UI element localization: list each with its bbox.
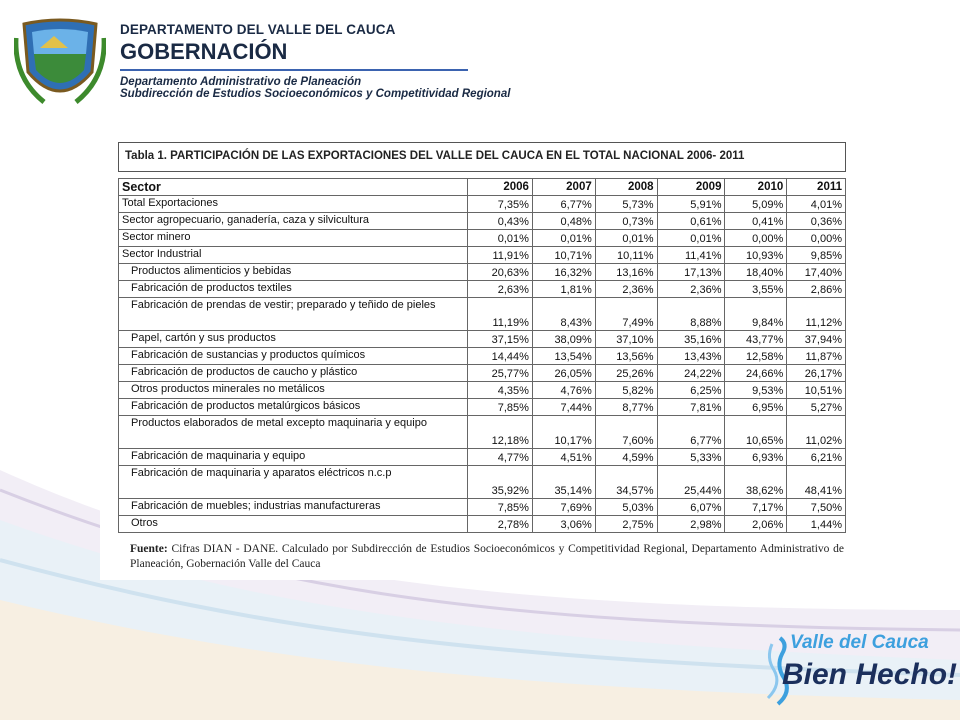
share-value-cell: 26,05% [532,365,595,382]
share-value-cell: 0,01% [532,230,595,247]
sector-label: Productos elaborados de metal excepto maquinaria y equipo [119,416,468,449]
sector-label: Fabricación de maquinaria y equipo [119,449,468,466]
share-value-cell: 0,61% [657,213,725,230]
table-row [119,230,846,247]
share-value-cell: 12,58% [725,348,787,365]
sector-label: Fabricación de prendas de vestir; preparado y teñido de pieles [119,298,468,331]
share-value-cell: 0,01% [657,230,725,247]
share-value-cell: 2,86% [787,281,846,298]
department-name: DEPARTAMENTO DEL VALLE DEL CAUCA [120,22,396,37]
table-row [119,382,846,399]
share-value-cell: 2,98% [657,516,725,533]
share-value-cell: 5,27% [787,399,846,416]
share-value-cell: 6,93% [725,449,787,466]
column-header-year: 2010 [725,179,787,196]
sector-label: Fabricación de maquinaria y aparatos eléctricos n.c.p [119,466,468,499]
share-value-cell: 9,84% [725,298,787,331]
sector-label: Fabricación de productos textiles [119,281,468,298]
share-value-cell: 0,41% [725,213,787,230]
share-value-cell: 6,07% [657,499,725,516]
share-value-cell: 35,16% [657,331,725,348]
share-value-cell: 7,85% [468,399,533,416]
share-value-cell: 0,00% [725,230,787,247]
column-header-year: 2006 [468,179,533,196]
table-row [119,516,846,533]
share-value-cell: 13,54% [532,348,595,365]
share-value-cell: 16,32% [532,264,595,281]
share-value-cell: 5,91% [657,196,725,213]
share-value-cell: 6,77% [532,196,595,213]
share-value-cell: 11,91% [468,247,533,264]
share-value-cell: 25,26% [595,365,657,382]
share-value-cell: 0,36% [787,213,846,230]
share-value-cell: 8,77% [595,399,657,416]
column-header-year: 2009 [657,179,725,196]
brand-line-2: Bien Hecho! [782,658,958,691]
share-value-cell: 7,85% [468,499,533,516]
share-value-cell: 1,44% [787,516,846,533]
share-value-cell: 43,77% [725,331,787,348]
table-header-row [119,179,846,196]
share-value-cell: 34,57% [595,466,657,499]
share-value-cell: 10,17% [532,416,595,449]
share-value-cell: 7,69% [532,499,595,516]
share-value-cell: 8,43% [532,298,595,331]
table-row [119,247,846,264]
share-value-cell: 10,65% [725,416,787,449]
office-name: Departamento Administrativo de Planeación [120,76,362,88]
governorship-title: GOBERNACIÓN [120,39,288,64]
header-divider [120,69,468,71]
share-value-cell: 11,87% [787,348,846,365]
share-value-cell: 4,59% [595,449,657,466]
share-value-cell: 20,63% [468,264,533,281]
share-value-cell: 48,41% [787,466,846,499]
share-value-cell: 14,44% [468,348,533,365]
share-value-cell: 18,40% [725,264,787,281]
share-value-cell: 2,06% [725,516,787,533]
share-value-cell: 2,36% [595,281,657,298]
share-value-cell: 3,06% [532,516,595,533]
column-header-year: 2011 [787,179,846,196]
share-value-cell: 11,12% [787,298,846,331]
share-value-cell: 26,17% [787,365,846,382]
table-row [119,196,846,213]
share-value-cell: 2,75% [595,516,657,533]
table-row [119,365,846,382]
share-value-cell: 7,49% [595,298,657,331]
share-value-cell: 13,43% [657,348,725,365]
source-text: Cifras DIAN - DANE. Calculado por Subdirección de Estudios Socioeconómicos y Competitividad Regional, Departamento Administrativo de Planeación, Gobernación Valle del Cauca [130,543,845,570]
share-value-cell: 37,94% [787,331,846,348]
table-row [119,213,846,230]
share-value-cell: 25,44% [657,466,725,499]
share-value-cell: 7,60% [595,416,657,449]
sector-label: Papel, cartón y sus productos [119,331,468,348]
sector-label: Otros [119,516,468,533]
share-value-cell: 7,35% [468,196,533,213]
share-value-cell: 13,56% [595,348,657,365]
share-value-cell: 9,53% [725,382,787,399]
table-row [119,449,846,466]
share-value-cell: 24,22% [657,365,725,382]
sector-label: Total Exportaciones [119,196,468,213]
sector-label: Fabricación de productos de caucho y plástico [119,365,468,382]
table-row [119,499,846,516]
table-row [119,331,846,348]
share-value-cell: 11,41% [657,247,725,264]
share-value-cell: 9,85% [787,247,846,264]
share-value-cell: 6,25% [657,382,725,399]
sector-label: Fabricación de muebles; industrias manufactureras [119,499,468,516]
table-row [119,416,846,449]
sector-label: Fabricación de productos metalúrgicos básicos [119,399,468,416]
share-value-cell: 24,66% [725,365,787,382]
sector-label: Productos alimenticios y bebidas [119,264,468,281]
share-value-cell: 5,03% [595,499,657,516]
sector-label: Fabricación de sustancias y productos químicos [119,348,468,365]
table-row [119,264,846,281]
exports-table-panel [100,132,871,580]
page-header [14,14,511,104]
brand-line-1: Valle del Cauca [790,632,929,653]
share-value-cell: 7,81% [657,399,725,416]
share-value-cell: 2,78% [468,516,533,533]
share-value-cell: 4,01% [787,196,846,213]
table-row [119,281,846,298]
share-value-cell: 0,01% [595,230,657,247]
column-header-year: 2007 [532,179,595,196]
brand-logo [758,628,958,708]
share-value-cell: 0,43% [468,213,533,230]
sector-label: Sector Industrial [119,247,468,264]
share-value-cell: 6,95% [725,399,787,416]
table-row [119,399,846,416]
share-value-cell: 11,19% [468,298,533,331]
table-row [119,348,846,365]
share-value-cell: 11,02% [787,416,846,449]
share-value-cell: 10,71% [532,247,595,264]
table-source-note [130,542,844,572]
share-value-cell: 7,44% [532,399,595,416]
share-value-cell: 10,51% [787,382,846,399]
share-value-cell: 5,73% [595,196,657,213]
share-value-cell: 7,17% [725,499,787,516]
share-value-cell: 6,77% [657,416,725,449]
share-value-cell: 0,48% [532,213,595,230]
share-value-cell: 0,73% [595,213,657,230]
share-value-cell: 6,21% [787,449,846,466]
table-row [119,298,846,331]
share-value-cell: 17,40% [787,264,846,281]
share-value-cell: 4,51% [532,449,595,466]
share-value-cell: 0,01% [468,230,533,247]
share-value-cell: 35,14% [532,466,595,499]
share-value-cell: 12,18% [468,416,533,449]
coat-of-arms-icon [14,18,106,108]
share-value-cell: 10,93% [725,247,787,264]
sector-label: Sector agropecuario, ganadería, caza y silvicultura [119,213,468,230]
column-header-sector: Sector [119,179,468,196]
share-value-cell: 37,15% [468,331,533,348]
sector-label: Otros productos minerales no metálicos [119,382,468,399]
share-value-cell: 3,55% [725,281,787,298]
share-value-cell: 10,11% [595,247,657,264]
exports-table [118,178,846,533]
share-value-cell: 13,16% [595,264,657,281]
share-value-cell: 4,35% [468,382,533,399]
share-value-cell: 37,10% [595,331,657,348]
share-value-cell: 35,92% [468,466,533,499]
share-value-cell: 2,63% [468,281,533,298]
column-header-year: 2008 [595,179,657,196]
share-value-cell: 8,88% [657,298,725,331]
share-value-cell: 5,09% [725,196,787,213]
share-value-cell: 4,76% [532,382,595,399]
share-value-cell: 5,33% [657,449,725,466]
share-value-cell: 0,00% [787,230,846,247]
share-value-cell: 2,36% [657,281,725,298]
share-value-cell: 1,81% [532,281,595,298]
subdivision-name: Subdirección de Estudios Socioeconómicos y Competitividad Regional [120,88,511,100]
share-value-cell: 7,50% [787,499,846,516]
sector-label: Sector minero [119,230,468,247]
table-row [119,466,846,499]
share-value-cell: 25,77% [468,365,533,382]
share-value-cell: 5,82% [595,382,657,399]
share-value-cell: 38,62% [725,466,787,499]
share-value-cell: 17,13% [657,264,725,281]
table-title: Tabla 1. PARTICIPACIÓN DE LAS EXPORTACIONES DEL VALLE DEL CAUCA EN EL TOTAL NACIONAL 2006- 2011 [118,142,846,172]
share-value-cell: 4,77% [468,449,533,466]
source-label: Fuente: [130,543,168,555]
share-value-cell: 38,09% [532,331,595,348]
